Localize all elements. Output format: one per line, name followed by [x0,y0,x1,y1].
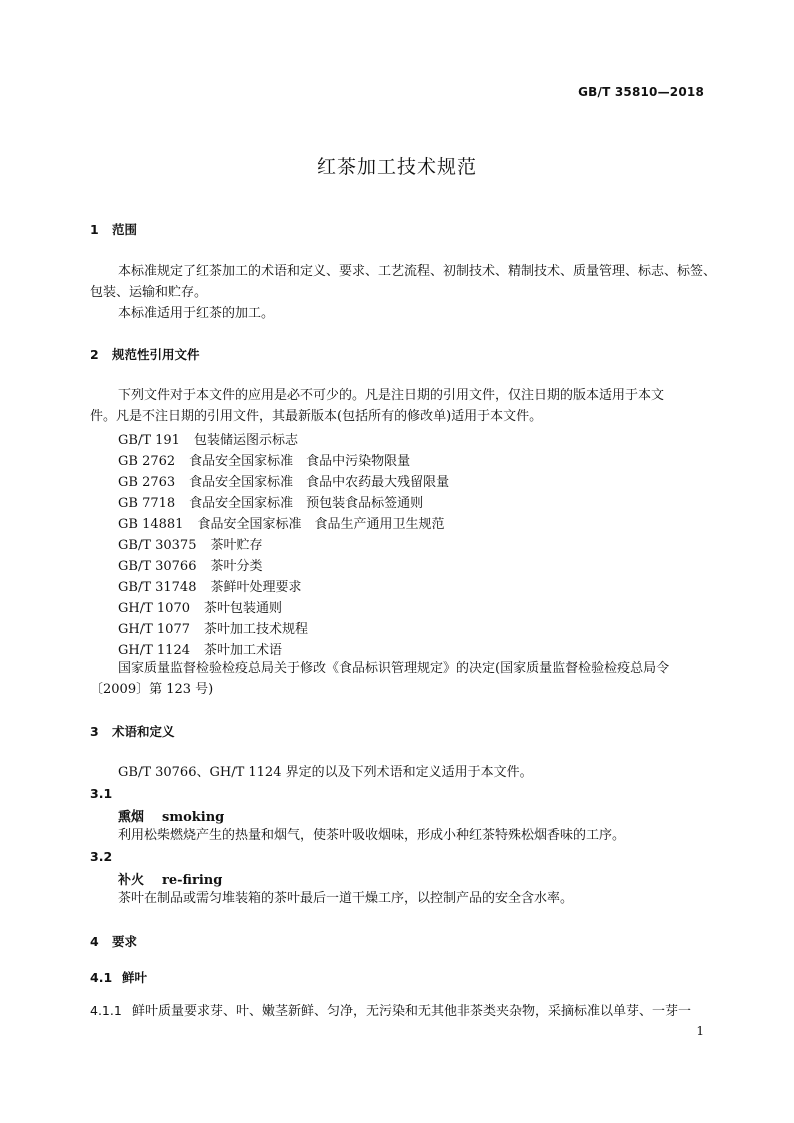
paragraph-continuation: 包装、运输和贮存。 [90,285,208,300]
reference-title: 茶叶加工技术规程 [204,622,309,637]
reference-item [118,534,263,553]
term-chinese: 熏烟 [118,810,145,825]
subsection-4-1-heading [90,968,147,986]
reference-item [118,618,308,637]
term-chinese: 补火 [118,873,145,888]
reference-item [118,555,263,574]
paragraph: GB/T 30766、GH/T 1124 界定的以及下列术语和定义适用于本文件。 [118,765,533,780]
document-title: 红茶加工技术规范 [316,156,477,178]
reference-code: GH/T 1077 [118,622,190,637]
section-2-heading [90,345,200,363]
paragraph: 本标准适用于红茶的加工。 [118,306,275,321]
paragraph-continuation: 件。凡是不注日期的引用文件，其最新版本(包括所有的修改单)适用于本文件。 [90,409,543,424]
reference-item [118,576,302,595]
reference-code: GB/T 191 [118,433,180,448]
reference-title: 茶叶加工术语 [204,643,283,658]
term-english: smoking [162,810,225,825]
section-title: 范围 [112,222,138,237]
reference-title: 茶叶贮存 [210,538,263,553]
section-title: 规范性引用文件 [112,347,200,362]
term-definition: 茶叶在制品或需匀堆装箱的茶叶最后一道干燥工序，以控制产品的安全含水率。 [118,891,574,906]
reference-item [118,471,449,490]
reference-title: 包装储运图示标志 [193,433,298,448]
reference-item [118,513,444,532]
reference-code: GB/T 30375 [118,538,197,553]
section-number: 2 [90,347,99,362]
section-number: 4 [90,934,99,949]
reference-title: 茶鲜叶处理要求 [210,580,302,595]
reference-code: GB 2763 [118,475,176,490]
section-title: 术语和定义 [112,724,175,739]
term-definition: 利用松柴燃烧产生的热量和烟气，使茶叶吸收烟味，形成小种红茶特殊松烟香味的工序。 [118,828,626,843]
subsection-title: 鲜叶 [122,970,148,985]
term-heading [118,806,224,825]
reference-title: 食品安全国家标准 食品生产通用卫生规范 [197,517,445,532]
paragraph: 下列文件对于本文件的应用是必不可少的。凡是注日期的引用文件，仅注日期的版本适用于本文 [118,388,665,403]
reference-code: GB/T 30766 [118,559,197,574]
term-heading [118,869,222,888]
section-title: 要求 [112,934,138,949]
reference-code: GB 2762 [118,454,176,469]
decree-reference: 国家质量监督检验检疫总局关于修改《食品标识管理规定》的决定(国家质量监督检验检疫总局令 [118,661,670,676]
paragraph: 本标准规定了红茶加工的术语和定义、要求、工艺流程、初制技术、精制技术、质量管理、标志、标签、 [118,264,717,279]
page-number: 1 [696,1024,704,1038]
reference-code: GB 7718 [118,496,176,511]
reference-code: GB/T 31748 [118,580,197,595]
section-number: 1 [90,222,99,237]
clause-text: 鲜叶质量要求芽、叶、嫩茎新鲜、匀净，无污染和无其他非茶类夹杂物，采摘标准以单芽、一芽一 [132,1004,692,1019]
section-3-heading [90,722,175,740]
section-1-heading [90,220,137,238]
section-number: 3 [90,724,99,739]
reference-title: 茶叶分类 [210,559,263,574]
clause-4-1-1 [90,1000,691,1019]
reference-title: 食品安全国家标准 预包装食品标签通则 [189,496,424,511]
section-4-heading [90,932,137,950]
term-number: 3.2 [90,849,113,864]
reference-title: 食品安全国家标准 食品中农药最大残留限量 [189,475,450,490]
reference-title: 食品安全国家标准 食品中污染物限量 [189,454,411,469]
decree-reference-continuation: 〔2009〕第 123 号) [90,682,214,697]
reference-item [118,450,410,469]
reference-item [118,492,423,511]
term-number: 3.1 [90,786,113,801]
reference-code: GB 14881 [118,517,184,532]
reference-item [118,429,298,448]
reference-item [118,639,282,658]
reference-code: GH/T 1070 [118,601,190,616]
reference-title: 茶叶包装通则 [204,601,283,616]
standard-code: GB/T 35810—2018 [578,85,704,99]
term-english: re-firing [162,873,223,888]
subsection-number: 4.1 [90,970,113,985]
reference-code: GH/T 1124 [118,643,190,658]
clause-number: 4.1.1 [90,1003,122,1018]
reference-item [118,597,282,616]
